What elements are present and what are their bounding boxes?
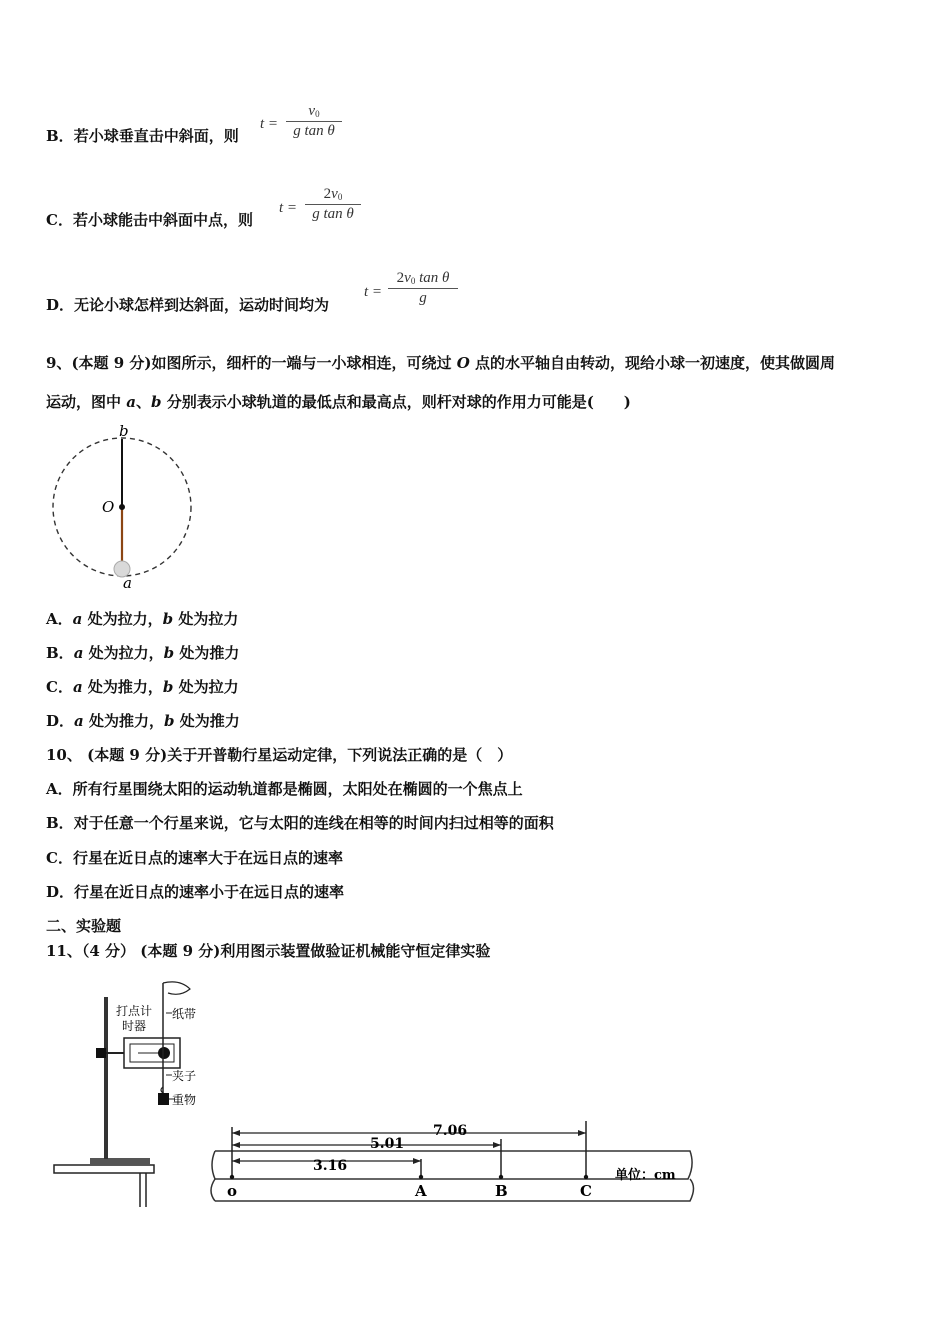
value-ob: 5.01 xyxy=(370,1136,405,1152)
formula-fraction-b xyxy=(286,103,342,140)
question-tag: (本题 9 分) xyxy=(87,746,168,764)
pivot-point xyxy=(119,504,125,510)
stem-text: 如图所示，细杆的一端与一小球相连，可绕过 xyxy=(151,354,457,372)
label-o: O xyxy=(102,498,115,516)
apparatus-figure xyxy=(50,975,210,1210)
stem-text: 、 xyxy=(135,393,151,411)
formula-fraction-d xyxy=(388,270,458,307)
denominator: g xyxy=(419,290,427,306)
num-sub: 0 xyxy=(410,276,416,286)
q11-stem xyxy=(46,941,490,961)
option-text: 若小球能击中斜面中点，则 xyxy=(72,211,253,229)
stem-text: 运动，图中 xyxy=(46,393,127,411)
value-oa: 3.16 xyxy=(313,1158,348,1174)
option-b-q8 xyxy=(46,126,239,146)
q9-option-d: D．a 处为推力，b 处为推力 xyxy=(46,712,240,730)
label-point-a: A xyxy=(415,1182,427,1200)
num-var: v xyxy=(331,186,338,202)
num-var: v xyxy=(404,270,411,286)
label-point-c: C xyxy=(580,1182,592,1200)
circular-motion-figure xyxy=(44,420,204,595)
denominator: g tan θ xyxy=(312,206,354,222)
formula-fraction-c xyxy=(305,186,361,223)
tape-figure xyxy=(205,1115,705,1213)
q9-option-a: A．a 处为拉力，b 处为拉力 xyxy=(46,610,239,628)
var-o: O xyxy=(456,354,470,372)
option-c-q8 xyxy=(46,210,253,230)
q10-option-c: C．行星在近日点的速率大于在远日点的速率 xyxy=(46,849,343,867)
question-tag: (本题 9 分) xyxy=(140,942,221,960)
stem-text: 利用图示装置做验证机械能守恒定律实验 xyxy=(220,942,491,960)
question-tag: (本题 9 分) xyxy=(71,354,152,372)
label-weight: 重物 xyxy=(172,1093,197,1107)
label-a: a xyxy=(123,574,132,592)
label-point-b: B xyxy=(495,1182,508,1200)
label-clip: 夹子 xyxy=(172,1069,197,1083)
q9-stem-line1 xyxy=(46,353,835,373)
question-number: 9、 xyxy=(46,354,72,372)
num-tail: tan θ xyxy=(415,270,450,286)
num-var: v xyxy=(308,103,316,119)
num-sub: 0 xyxy=(337,192,343,202)
q10-option-b: B．对于任意一个行星来说，它与太阳的连线在相等的时间内扫过相等的面积 xyxy=(46,814,554,832)
label-timer-1: 打点计 xyxy=(116,1004,153,1018)
q10-stem xyxy=(46,745,512,765)
formula-lhs: t = xyxy=(260,116,279,132)
label-tape: 纸带 xyxy=(172,1007,197,1021)
dot-a xyxy=(419,1175,423,1179)
dot-c xyxy=(584,1175,588,1179)
stem-text: 点的水平轴自由转动，现给小球一初速度，使其做圆周 xyxy=(469,354,836,372)
q10-option-d: D．行星在近日点的速率小于在远日点的速率 xyxy=(46,883,345,901)
formula-lhs: t = xyxy=(279,200,298,216)
question-number: 11、 xyxy=(46,942,82,960)
option-d-q8 xyxy=(46,295,329,315)
section-title: 二、实验题 xyxy=(46,917,122,935)
stand-base xyxy=(90,1158,150,1165)
num-coef: 2 xyxy=(396,270,405,286)
question-number: 10、 xyxy=(46,746,82,764)
num-coef: 2 xyxy=(323,186,332,202)
option-label: C． xyxy=(46,211,73,229)
label-b: b xyxy=(119,422,129,440)
dot-o xyxy=(230,1175,234,1179)
option-text: 无论小球怎样到达斜面，运动时间均为 xyxy=(74,296,330,314)
option-text: 若小球垂直击中斜面，则 xyxy=(73,127,239,145)
q9-stem-line2 xyxy=(46,392,631,412)
unit-label: 单位：cm xyxy=(615,1168,676,1183)
option-label: B． xyxy=(46,127,74,145)
q10-option-a: A．所有行星围绕太阳的运动轨道都是椭圆，太阳处在椭圆的一个焦点上 xyxy=(46,780,523,798)
question-score: （4 分） xyxy=(81,942,136,960)
stem-text: 分别表示小球轨道的最低点和最高点，则杆对球的作用力可能是( ) xyxy=(161,393,631,411)
label-point-o: o xyxy=(227,1182,238,1200)
num-sub: 0 xyxy=(315,109,320,119)
stand-pole xyxy=(104,997,108,1159)
option-label: D． xyxy=(46,296,75,314)
var-b: b xyxy=(150,393,162,411)
label-timer-2: 时器 xyxy=(122,1019,147,1033)
table-top xyxy=(54,1165,154,1173)
q9-option-c: C．a 处为推力，b 处为拉力 xyxy=(46,678,239,696)
value-oc: 7.06 xyxy=(433,1123,468,1139)
stem-text: 关于开普勒行星运动定律，下列说法正确的是（ ） xyxy=(167,746,513,764)
var-a: a xyxy=(126,393,136,411)
denominator: g tan θ xyxy=(293,123,335,139)
formula-lhs: t = xyxy=(364,284,383,300)
dot-b xyxy=(499,1175,503,1179)
q9-option-b: B．a 处为拉力，b 处为推力 xyxy=(46,644,240,662)
weight-block xyxy=(158,1093,169,1105)
